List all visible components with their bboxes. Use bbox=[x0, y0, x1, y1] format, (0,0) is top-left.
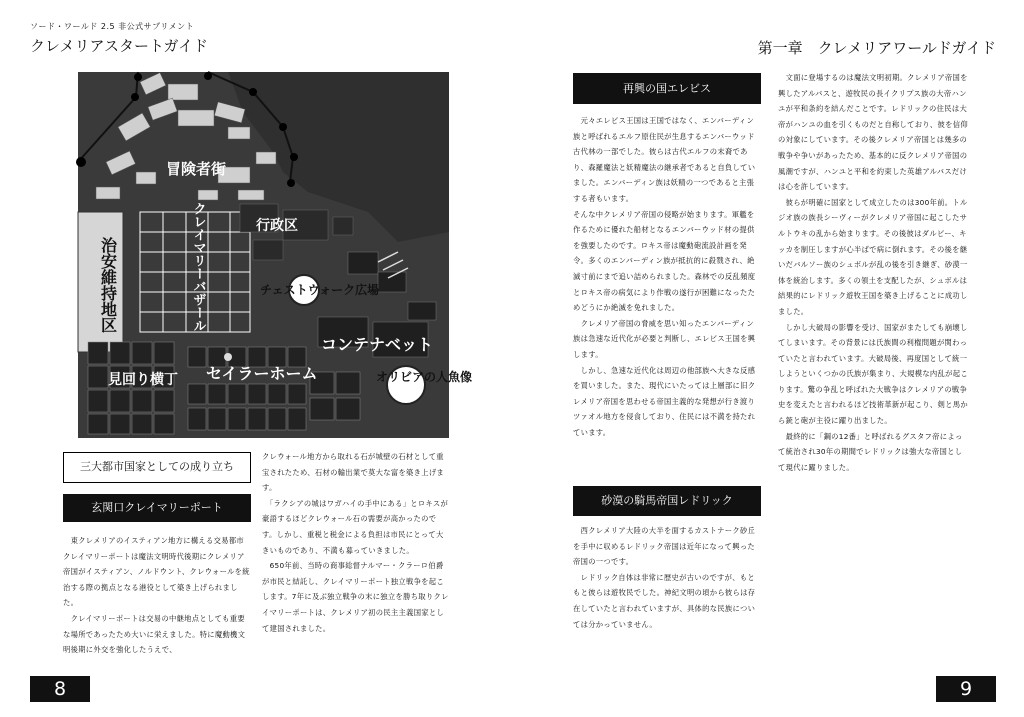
map-label-sailor-home: セイラーホーム bbox=[206, 364, 318, 383]
left-body-column-1: 東クレメリアのイスティアン地方に構える交易都市クレイマリーポートは魔法文明時代後期にクレメリア帝国がイスティアン、ノルドウント、クレウォールを統治する際の拠点となる港役として築き上げられました。 クレイマリーポートは交易の中継地点としても重要な場所であったため大いに栄えました。特に魔動機文明後期に外交を強化したうえで、 bbox=[63, 536, 250, 655]
right-body-column-1b: 西クレメリア大陸の大半を面するカストナーク砂丘を手中に収めるレドリック帝国は近年になって興った帝国の一つです。 レドリック自体は非常に歴史が古いのですが、もともと彼らは遊牧民でした。神紀文明の頃から彼らは存在していたと言われていますが、具体的な民族については分かっていません。 bbox=[573, 526, 756, 629]
heading-erebis: 再興の国エレビス bbox=[573, 73, 761, 104]
city-map bbox=[78, 72, 473, 438]
left-body-column-2: クレウォール地方から取れる石が城壁の石材として重宝されたため、石材の輸出業で莫大な富を築き上げます。 「ラクシアの城はワガハイの手中にある」とロキスが豪語するほどクレウォール石の需要が高かったのです。しかし、重税と税金による負担は市民にとって大きいものであり、不満も募っていきました。 650年前、当時の商事総督ナルマー・クラーロ伯爵が市民と結託し、クレイマリーポート独立戦争を起こします。7年に及ぶ独立戦争の末に独立を勝ち取りクレイマリーポートは、クレメリア初の民主主義国家として建国されました。 bbox=[262, 452, 449, 633]
page-number-left: 8 bbox=[30, 676, 90, 702]
page-number-right: 9 bbox=[936, 676, 996, 702]
map-label-olivia-statue: オリビアの人魚像 bbox=[376, 370, 473, 384]
section-heading-three-city-states: 三大都市国家としての成り立ち bbox=[63, 452, 251, 483]
map-label-adventurer-street: 冒険者街 bbox=[166, 160, 227, 178]
map-label-patrol-alley: 見回り横丁 bbox=[108, 372, 178, 388]
map-label-security-district: 治安維持地区 bbox=[98, 237, 118, 333]
supplement-label: ソード・ワールド 2.5 非公式サプリメント bbox=[30, 22, 195, 31]
subsection-heading-gateway-port: 玄関口クレイマリーポート bbox=[63, 494, 251, 522]
map-label-admin-district: 行政区 bbox=[256, 218, 298, 234]
right-page-title: 第一章 クレメリアワールドガイド bbox=[757, 39, 996, 57]
right-body-column-1: 元々エレビス王国は王国ではなく、エンバーディン族と呼ばれるエルフ原住民が生息するエンバーウッド古代林の一部でした。彼らは古代エルフの末裔であり、森羅魔法と妖精魔法の継承者であると自負していました。エンバーディン族は妖精の一つであると主張する者もいます。 そんな中クレメリア帝国の侵略が始まります。軍艦を作るために優れた船材となるエンバーウッド材の提供を強要したのです。ロキス帝は魔動砲流設計画を発令。多くのエンバーディン族が抵抗的に殺戮され、絶滅寸前にまで追い詰められました。森林での反乱頻度とロキス帝の病気により作戦の遂行が困難になったためどうにか絶滅を免れました。 クレメリア帝国の脅威を思い知ったエンバーディン族は急速な近代化が必要と判断し、エレビス王国を興します。 しかし、急速な近代化は周辺の他部族へ大きな反感を買いました。また、現代にいたっては上層部に旧クレメリア帝国を思わせる帝国主義的な発想が行き渡りツァオル地方を侵食しており、住民には不満を持たれています。 bbox=[573, 116, 756, 437]
left-page-title: クレメリアスタートガイド bbox=[30, 37, 209, 55]
map-label-container-bed: コンテナベット bbox=[321, 335, 434, 354]
map-label-cremaly-bazaar: クレイマリーバザール bbox=[190, 202, 206, 332]
heading-redrick: 砂漠の騎馬帝国レドリック bbox=[573, 486, 761, 516]
map-label-chest-square: チェストウォーク広場 bbox=[260, 283, 380, 297]
right-body-column-2: 文面に登場するのは魔法文明初期。クレメリア帝国を興したアルバスと、遊牧民の長イクリプス族の大帝ハンユが平和条約を結んだことです。レドリックの住民は大帝がハンユの血を引くものだと自称しており、彼を信仰の対象にしています。その後クレメリア帝国とは幾多の戦争や争いがあったため、基本的に反クレメリア帝国の風潮ですが、ハンユと平和を約束した英雄アルバスだけは心を許しています。 彼らが明確に国家として成立したのは300年前。トルジオ族の族長シーヴィーがクレメリア帝国に起こしたサルトウキの乱から始まります。その後彼はダルビー、キッカを制圧しますが心半ばで病に倒れます。その後を継いだバルソー族のシュボルが乱の後を引き継ぎ、砂漠一体を統治します。多くの領土を支配したが、シュボルは結果的にレドリック遊牧王国を築き上げることに成功しました。 しかし大破局の影響を受け、国家がまたしても崩壊してしまいます。その背景には氏族間の利権問題が関わっていたと言われています。大破局後、再度国として統一しようといくつかの氏族が集まり、大規模な内乱が起こります。驚の争乱と呼ばれた大戦争はクレメリアの戦争史を変えたと言われるほど技術革新が起こり、剣と馬から銃と砲が主役に躍り出ました。 最終的に「鋼の12番」と呼ばれるグスタフ帝によって統治され30年の期間でレドリックは強大な帝国として現代に躍りました。 bbox=[778, 73, 968, 472]
